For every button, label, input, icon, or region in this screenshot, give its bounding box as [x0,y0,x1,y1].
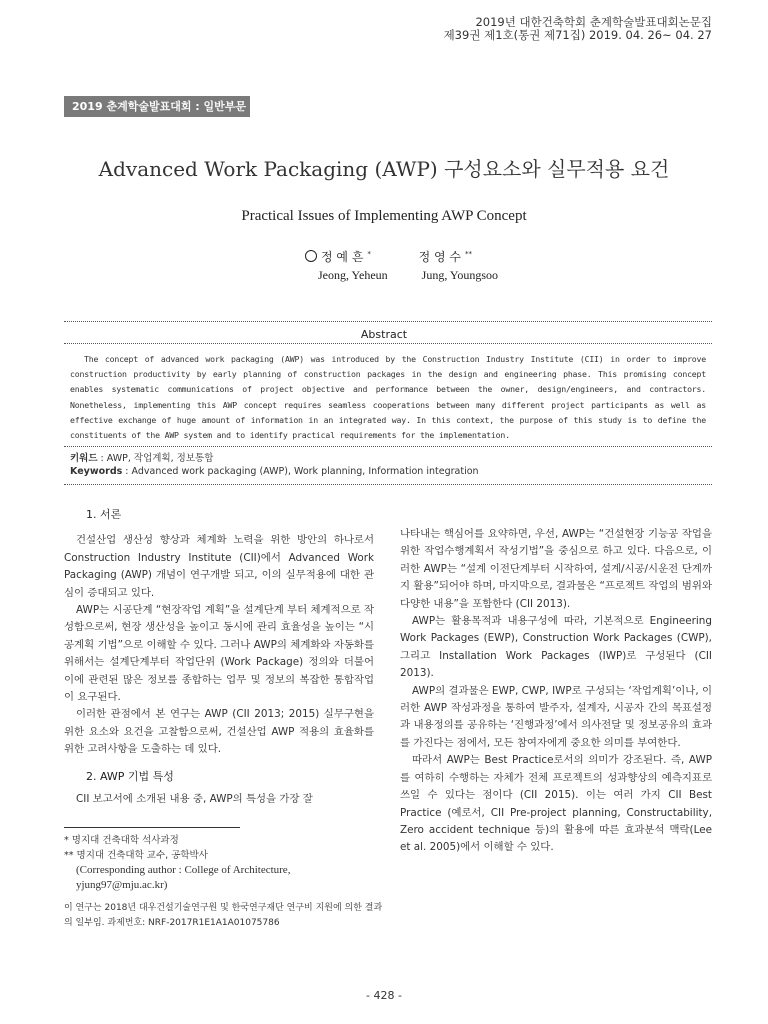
keywords-en-text: : Advanced work packaging (AWP), Work planning, Information integration [122,466,479,477]
journal-issue: 제39권 제1호(통권 제71집) 2019. 04. 26~ 04. 27 [443,28,712,42]
left-column [64,506,374,809]
keywords-ko-text: : AWP, 작업계획, 정보통합 [97,453,214,464]
keywords-ko-label: 키워드 [70,453,98,464]
category-banner: 2019 춘계학술발표대회 : 일반부문 [64,96,250,117]
section-2-heading: 2. AWP 기법 특성 [86,769,174,783]
author-1-ko: 정 예 흔 [321,250,364,264]
footnote-1: * 명지대 건축대학 석사과정 [64,835,179,846]
author-1-mark: * [367,250,371,258]
abstract-heading: Abstract [360,328,408,341]
right-paragraph-3: AWP의 결과물은 EWP, CWP, IWP로 구성되는 ‘작업계획’이나, 이러한 AWP 작성과정을 통하여 발주자, 설계자, 시공자 간의 목표설정과 내용정의를 공유하는 ‘진행과정’에서 의사전달 및 정보공유의 효과를 가진다는 점에서, 모든 참여자에게 중요한 의미를 부여한다. [400,684,712,749]
author-1-en: Jeong, Yeheun [318,268,388,282]
authors-english [318,268,498,283]
footnote-3: (Corresponding author : College of Architecture, [76,864,291,876]
left-paragraph-2: AWP는 시공단계 “현장작업 계획”을 설계단계 부터 체계적으로 작성함으로써, 현장 생산성을 높이고 동시에 관리 효율성을 높이는 “시공계획 기법”으로 이해할 수 있다. 그러나 AWP의 체계화와 자동화를 위해서는 설계단계부터 작업단위 (Work Package) 정의와 더불어 이에 관련된 많은 정보를 종합하는 업무 및 정보의 복잡한 통합작업이 요구된다. [64,604,374,704]
journal-title: 2019년 대한건축학회 춘계학술발표대회논문집 [475,15,712,29]
keywords-english [70,466,479,477]
divider-top [64,321,712,322]
authors-korean [305,248,472,265]
circle-icon [305,250,317,262]
divider-bottom [64,484,712,485]
left-paragraph-1: 건설산업 생산성 향상과 체계화 노력을 위한 방안의 하나로서 Construction Industry Institute (CII)에서 Advanced Work Packaging (AWP) 개념이 연구개발 되고, 이의 실무적용에 대한 관심이 증대되고 있다. [64,534,374,599]
journal-info [444,16,712,42]
left-paragraph-4: CII 보고서에 소개된 내용 중, AWP의 특성을 가장 잘 [76,793,313,806]
right-paragraph-4: 따라서 AWP는 Best Practice로서의 의미가 강조된다. 즉, AWP를 여하히 수행하는 자체가 전체 프로젝트의 성과향상의 예측지표로 쓰일 수 있다는 점이다 (CII 2015). 이는 여러 가지 CII Best Practice (예로서, CII Pre-project planning, Constructability, Zero accident technique 등)의 활용에 따른 효과분석 맥락(Lee et al. 2005)에서 이해할 수 있다. [400,754,712,854]
paper-title: Advanced Work Packaging (AWP) 구성요소와 실무적용 요건 [98,157,670,181]
keywords-korean [70,450,213,464]
footnote-4: yjung97@mju.ac.kr) [76,879,168,891]
paper-subtitle: Practical Issues of Implementing AWP Concept [241,208,527,224]
section-1-heading: 1. 서론 [86,508,122,521]
abstract-body: The concept of advanced work packaging (AWP) was introduced by the Construction Industry Institute (CII) in order to improve construction productivity by early planning of construction packages in the design and engineering phase. This promising concept enables systematic communications of project objective and performance between the owner, design/engineers, and contractors. Nonetheless, implementing this AWP concept requires seamless cooperations between many different project participants as well as effective exchange of huge amount of information in an integrated way. In this context, the purpose of this study is to define the constituents of the AWP system and to identify practical requirements for the implementation. [70,354,706,441]
right-column [400,526,712,857]
right-paragraph-2: AWP는 활용목적과 내용구성에 따라, 기본적으로 Engineering Work Packages (EWP), Construction Work Packages (CWP), 그리고 Installation Work Packages (IWP)로 구성된다 (CII 2013). [400,615,712,680]
author-2-ko: 정 영 수 [418,250,461,264]
right-paragraph-1: 나타내는 핵심어를 요약하면, 우선, AWP는 “건설현장 기능공 작업을 위한 작업수행계획서 작성기법”을 중심으로 하고 있다. 다음으로, 이러한 AWP는 “설계 이전단계부터 시작하여, 설계/시공/시운전 단계까지 활용”되어야 하며, 마지막으로, 결과물은 “프로젝트 작업의 범위와 다양한 내용”을 포함한다 (CII 2013). [400,528,712,610]
page-number: - 428 - [366,989,402,1002]
divider-abstract [64,343,712,344]
author-2-en: Jung, Youngsoo [421,268,499,282]
footnote-2: ** 명지대 건축대학 교수, 공학박사 [64,850,208,861]
footnotes [64,833,384,931]
footnote-rule [64,827,240,828]
footnote-5: 이 연구는 2018년 대우건설기술연구원 및 한국연구재단 연구비 지원에 의한 결과의 일부임. 과제번호: NRF-2017R1E1A1A01075786 [64,903,383,928]
left-paragraph-3: 이러한 관점에서 본 연구는 AWP (CII 2013; 2015) 실무구현을 위한 요소와 요건을 고찰함으로써, 건설산업 AWP 적용의 효율화를 위한 고려사항을 도출하는 데 있다. [64,708,374,756]
author-2-mark: ** [464,250,472,258]
keywords-en-label: Keywords [70,466,123,477]
divider-keywords [64,446,712,447]
